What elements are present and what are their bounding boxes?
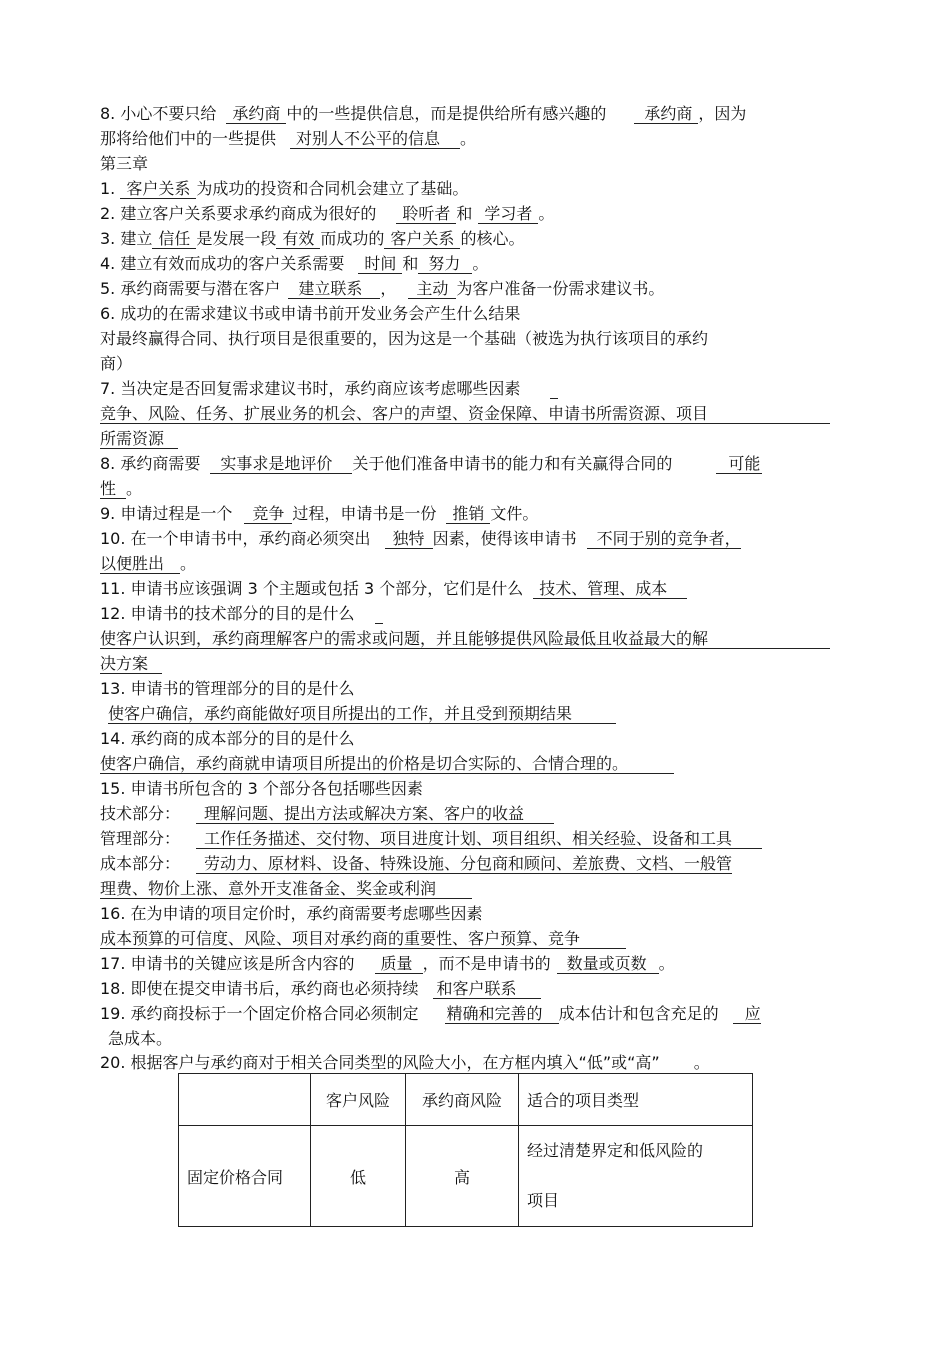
q8-prev-line1: 8. 小心不要只给 承约商 中的一些提供信息，而是提供给所有感兴趣的 承约商 ，因为 <box>100 104 747 123</box>
q12-answer-line1: 使客户认识到，承约商理解客户的需求或问题，并且能够提供风险最低且收益最大的解 <box>100 629 835 649</box>
blank: 不同于别的竞争者， <box>587 530 741 549</box>
suitable-project-cell: 经过清楚界定和低风险的 项目 <box>519 1126 753 1227</box>
table-header-cell: 适合的项目类型 <box>519 1074 753 1126</box>
q3: 3. 建立 信任 是发展一段 有效 而成功的 客户关系 的核心。 <box>100 229 525 248</box>
q16-answer: 成本预算的可信度、风险、项目对承约商的重要性、客户预算、竞争 <box>100 929 835 949</box>
blank: 质量 <box>375 955 423 974</box>
table-header-cell <box>179 1074 311 1126</box>
q8: 8. 承约商需要 实事求是地评价 关于他们准备申请书的能力和有关赢得合同的 可能 <box>100 454 761 473</box>
q7-answer-line1: 竞争、风险、任务、扩展业务的机会、客户的声望、资金保障、申请书所需资源、项目 <box>100 404 835 424</box>
q17: 17. 申请书的关键应该是所含内容的 质量 ，而不是申请书的 数量或页数 。 <box>100 954 675 973</box>
blank: 信任 <box>152 230 196 249</box>
q7-answer-line2: 所需资源 <box>100 429 835 449</box>
blank: 实事求是地评价 <box>210 455 352 474</box>
q6-answer-line1: 对最终赢得合同、执行项目是很重要的，因为这是一个基础（被选为执行该项目的承约 <box>100 329 709 348</box>
blank: 对别人不公平的信息 <box>290 130 460 149</box>
q14-answer: 使客户确信，承约商就申请项目所提出的价格是切合实际的、合情合理的。 <box>100 754 835 774</box>
contractor-risk-cell: 高 <box>406 1126 519 1227</box>
q15-cost-line2: 理费、物价上涨、意外开支准备金、奖金或利润 <box>100 879 835 899</box>
q10: 10. 在一个申请书中，承约商必须突出 独特 因素，使得该申请书 不同于别的竞争者， <box>100 529 741 548</box>
q13-question: 13. 申请书的管理部分的目的是什么 <box>100 679 355 698</box>
table-header-cell: 承约商风险 <box>406 1074 519 1126</box>
blank: 时间 <box>358 255 402 274</box>
q8-prev-line2: 那将给他们中的一些提供 对别人不公平的信息 。 <box>100 129 477 148</box>
contract-risk-table <box>178 1073 753 1227</box>
contract-type-cell: 固定价格合同 <box>179 1126 311 1227</box>
q8-line2: 性 。 <box>100 479 143 498</box>
blank: 承约商 <box>634 105 698 124</box>
q10-line2: 以便胜出 。 <box>100 554 197 573</box>
q15-tech: 技术部分： 理解问题、提出方法或解决方案、客户的收益 <box>100 804 835 824</box>
blank: 应 <box>733 1005 761 1024</box>
blank: 客户关系 <box>120 180 196 199</box>
q1: 1. 客户关系 为成功的投资和合同机会建立了基础。 <box>100 179 469 198</box>
blank: 学习者 <box>478 205 538 224</box>
q18: 18. 即使在提交申请书后，承约商也必须持续 和客户联系 <box>100 979 835 999</box>
q19-line2: 急成本。 <box>108 1029 173 1048</box>
blank: 数量或页数 <box>557 955 659 974</box>
q6-answer-line2: 商） <box>100 354 133 373</box>
blank: 和客户联系 <box>433 980 541 999</box>
q20: 20. 根据客户与承约商对于相关合同类型的风险大小，在方框内填入“低”或“高” 。 <box>100 1053 710 1072</box>
blank: 以便胜出 <box>100 555 180 574</box>
q5: 5. 承约商需要与潜在客户 建立联系 ， 主动 为客户准备一份需求建议书。 <box>100 279 665 298</box>
blank: 承约商 <box>226 105 286 124</box>
blank: 有效 <box>276 230 320 249</box>
q6-question: 6. 成功的在需求建议书或申请书前开发业务会产生什么结果 <box>100 304 521 323</box>
blank <box>550 380 558 399</box>
q12-answer-line2: 决方案 <box>100 654 835 674</box>
table-header-row <box>179 1074 753 1126</box>
q7-question: 7. 当决定是否回复需求建议书时，承约商应该考虑哪些因素 <box>100 379 835 399</box>
table-row <box>179 1126 753 1227</box>
q19: 19. 承约商投标于一个固定价格合同必须制定 精确和完善的 成本估计和包含充足的 应 <box>100 1004 761 1023</box>
client-risk-cell: 低 <box>311 1126 406 1227</box>
chapter-heading: 第三章 <box>100 154 149 173</box>
blank: 性 <box>100 480 126 499</box>
q14-question: 14. 承约商的成本部分的目的是什么 <box>100 729 355 748</box>
q4: 4. 建立有效而成功的客户关系需要 时间 和 努力 。 <box>100 254 489 273</box>
q12-question: 12. 申请书的技术部分的目的是什么 <box>100 604 835 624</box>
blank: 推销 <box>446 505 490 524</box>
q15-cost: 成本部分： 劳动力、原材料、设备、特殊设施、分包商和顾问、差旅费、文档、一般管 <box>100 854 733 873</box>
table-header-cell: 客户风险 <box>311 1074 406 1126</box>
q16-question: 16. 在为申请的项目定价时，承约商需要考虑哪些因素 <box>100 904 483 923</box>
q2: 2. 建立客户关系要求承约商成为很好的 聆听者 和 学习者 。 <box>100 204 555 223</box>
q11: 11. 申请书应该强调 3 个主题或包括 3 个部分，它们是什么 技术、管理、成本 <box>100 579 835 599</box>
q15-question: 15. 申请书所包含的 3 个部分各包括哪些因素 <box>100 779 423 798</box>
blank: 独特 <box>385 530 433 549</box>
blank: 精确和完善的 <box>445 1005 559 1024</box>
blank: 可能 <box>716 455 762 474</box>
q13-answer: 使客户确信，承约商能做好项目所提出的工作，并且受到预期结果 <box>108 704 843 724</box>
blank <box>375 605 383 624</box>
blank: 技术、管理、成本 <box>533 580 687 599</box>
blank: 主动 <box>408 280 456 299</box>
blank: 建立联系 <box>288 280 380 299</box>
q9: 9. 申请过程是一个 竞争 过程，申请书是一份 推销 文件。 <box>100 504 539 523</box>
blank: 客户关系 <box>384 230 460 249</box>
q15-mgmt: 管理部分： 工作任务描述、交付物、项目进度计划、项目组织、相关经验、设备和工具 <box>100 829 835 849</box>
blank: 竞争 <box>244 505 292 524</box>
blank: 聆听者 <box>396 205 456 224</box>
blank: 努力 <box>418 255 472 274</box>
